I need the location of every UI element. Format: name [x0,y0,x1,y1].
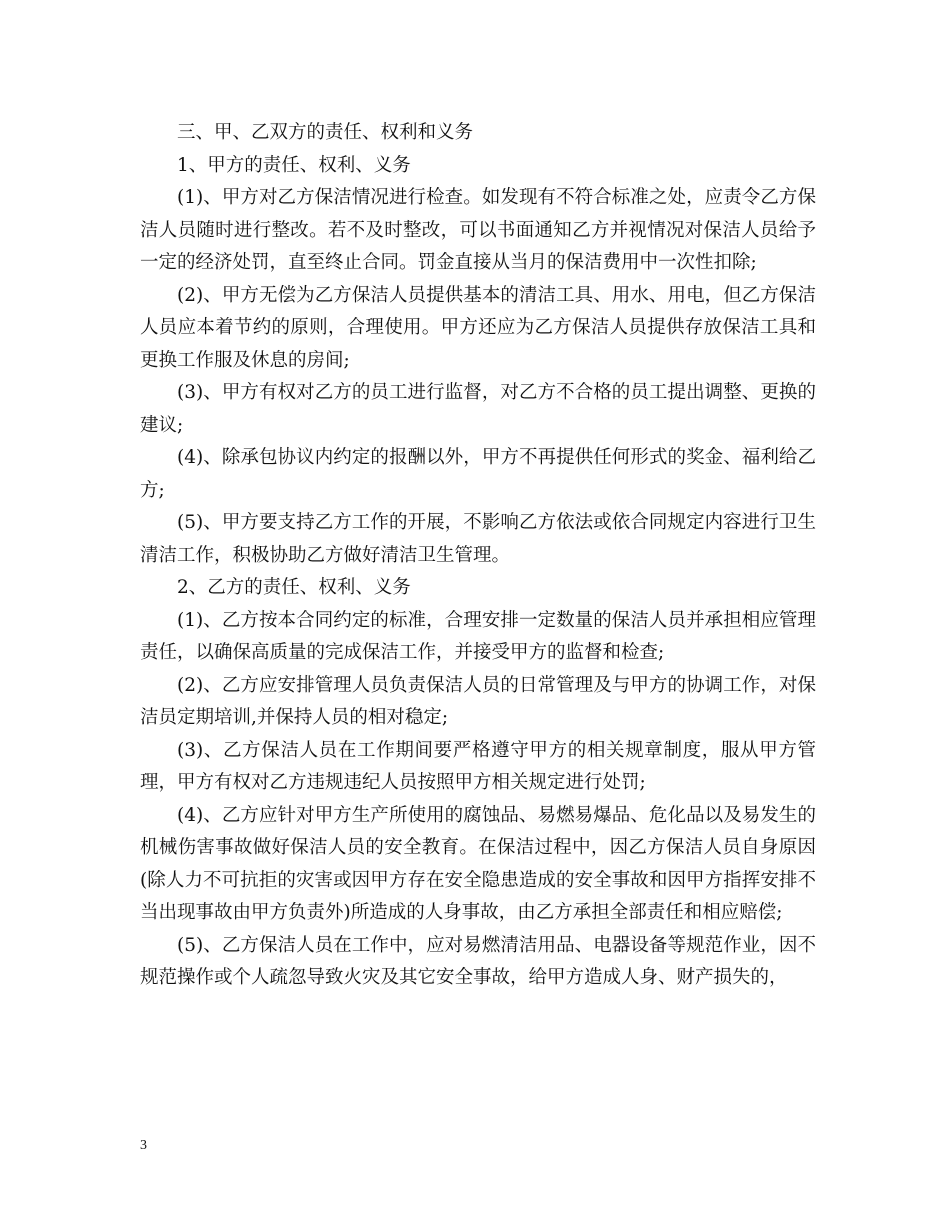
clause-paragraph: (4)、除承包协议内约定的报酬以外，甲方不再提供任何形式的奖金、福利给乙方; [140,447,816,501]
clause-paragraph: (5)、乙方保洁人员在工作中，应对易燃清洁用品、电器设备等规范作业，因不规范操作或个人疏忽导致火灾及其它安全事故，给甲方造成人身、财产损失的， [140,934,816,988]
page-number: 3 [140,1138,147,1153]
clause-paragraph: (3)、甲方有权对乙方的员工进行监督，对乙方不合格的员工提出调整、更换的建议; [140,382,816,436]
subsection-heading: 2、乙方的责任、权利、义务 [177,577,411,598]
clause-paragraph: (5)、甲方要支持乙方工作的开展，不影响乙方依法或依合同规定内容进行卫生清洁工作，积极协助乙方做好清洁卫生管理。 [140,512,816,566]
clause-paragraph: (2)、乙方应安排管理人员负责保洁人员的日常管理及与甲方的协调工作，对保洁员定期培训,并保持人员的相对稳定; [140,674,816,728]
subsection-heading: 1、甲方的责任、权利、义务 [177,154,411,176]
clause-paragraph: (3)、乙方保洁人员在工作期间要严格遵守甲方的相关规章制度，服从甲方管理，甲方有权对乙方违规违纪人员按照甲方相关规定进行处罚; [140,739,816,793]
section-heading: 三、甲、乙双方的责任、权利和义务 [177,122,474,143]
clause-paragraph: (1)、乙方按本合同约定的标准，合理安排一定数量的保洁人员并承担相应管理责任，以确保高质量的完成保洁工作，并接受甲方的监督和检查; [140,609,816,663]
clause-paragraph: (1)、甲方对乙方保洁情况进行检查。如发现有不符合标准之处，应责令乙方保洁人员随时进行整改。若不及时整改，可以书面通知乙方并视情况对保洁人员给予一定的经济处罚，直至终止合同。罚金直接从当月的保洁费用中一次性扣除; [140,187,816,273]
clause-paragraph: (2)、甲方无偿为乙方保洁人员提供基本的清洁工具、用水、用电，但乙方保洁人员应本着节约的原则，合理使用。甲方还应为乙方保洁人员提供存放保洁工具和更换工作服及休息的房间; [140,284,816,371]
clause-paragraph: (4)、乙方应针对甲方生产所使用的腐蚀品、易燃易爆品、危化品以及易发生的机械伤害事故做好保洁人员的安全教育。在保洁过程中，因乙方保洁人员自身原因(除人力不可抗拒的灾害或因甲方存在安全隐患造成的安全事故和因甲方指挥安排不当出现事故由甲方负责外)所造成的人身事故，由乙方承担全部责任和相应赔偿; [140,804,816,923]
document-body [140,117,816,995]
